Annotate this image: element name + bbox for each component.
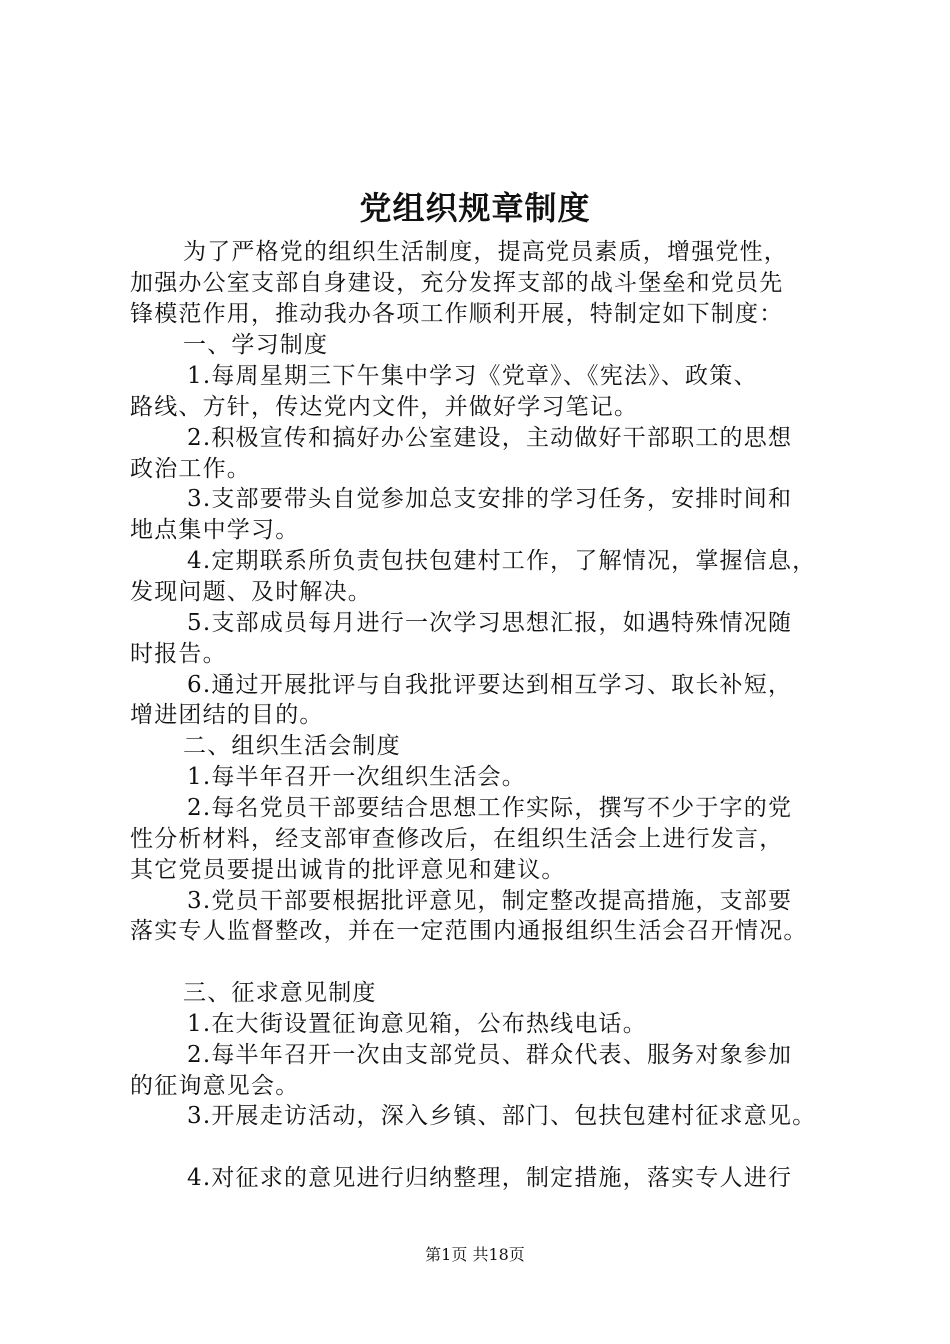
paragraph-line: 为了严格党的组织生活制度，提高党员素质，增强党性，	[183, 239, 788, 265]
paragraph-line: 2.积极宣传和搞好办公室建设，主动做好干部职工的思想	[187, 425, 793, 451]
paragraph-line: 增进团结的目的。	[130, 702, 324, 728]
paragraph-line: 4.定期联系所负责包扶包建村工作，了解情况，掌握信息，	[187, 548, 817, 574]
paragraph-line: 其它党员要提出诚肯的批评意见和建议。	[130, 857, 566, 883]
paragraph-line: 落实专人监督整改，并在一定范围内通报组织生活会召开情况。	[130, 918, 808, 944]
section-heading: 三、征求意见制度	[183, 980, 377, 1006]
paragraph-line: 2.每名党员干部要结合思想工作实际，撰写不少于字的党	[187, 795, 793, 821]
paragraph-line: 2.每半年召开一次由支部党员、群众代表、服务对象参加	[187, 1042, 793, 1068]
paragraph-line: 性分析材料，经支部审查修改后，在组织生活会上进行发言，	[130, 826, 784, 852]
paragraph-line: 5.支部成员每月进行一次学习思想汇报，如遇特殊情况随	[187, 610, 793, 636]
paragraph-line: 地点集中学习。	[130, 517, 300, 543]
paragraph-line: 政治工作。	[130, 456, 251, 482]
paragraph-line: 1.在大街设置征询意见箱，公布热线电话。	[187, 1011, 647, 1037]
paragraph-line: 锋模范作用，推动我办各项工作顺利开展，特制定如下制度：	[130, 301, 784, 327]
section-heading: 二、组织生活会制度	[183, 733, 401, 759]
paragraph-line: 发现问题、及时解决。	[130, 579, 372, 605]
paragraph-line: 路线、方针，传达党内文件，并做好学习笔记。	[130, 394, 639, 420]
paragraph-line: 时报告。	[130, 641, 227, 667]
paragraph-line: 1.每周星期三下午集中学习《党章》、《宪法》、政策、	[187, 363, 758, 389]
page-footer: 第1页 共18页	[425, 1245, 525, 1264]
paragraph-line: 3.开展走访活动，深入乡镇、部门、包扶包建村征求意见。	[187, 1103, 817, 1129]
paragraph-line: 4.对征求的意见进行归纳整理，制定措施，落实专人进行	[187, 1165, 793, 1191]
section-heading: 一、学习制度	[183, 332, 329, 358]
paragraph-line: 的征询意见会。	[130, 1073, 300, 1099]
paragraph-line: 3.党员干部要根据批评意见，制定整改提高措施，支部要	[187, 888, 793, 914]
paragraph-line: 6.通过开展批评与自我批评要达到相互学习、取长补短，	[187, 672, 793, 698]
page-title: 党组织规章制度	[359, 189, 591, 227]
paragraph-line: 加强办公室支部自身建设，充分发挥支部的战斗堡垒和党员先	[130, 270, 784, 296]
paragraph-line: 1.每半年召开一次组织生活会。	[187, 764, 526, 790]
paragraph-line: 3.支部要带头自觉参加总支安排的学习任务，安排时间和	[187, 486, 793, 512]
